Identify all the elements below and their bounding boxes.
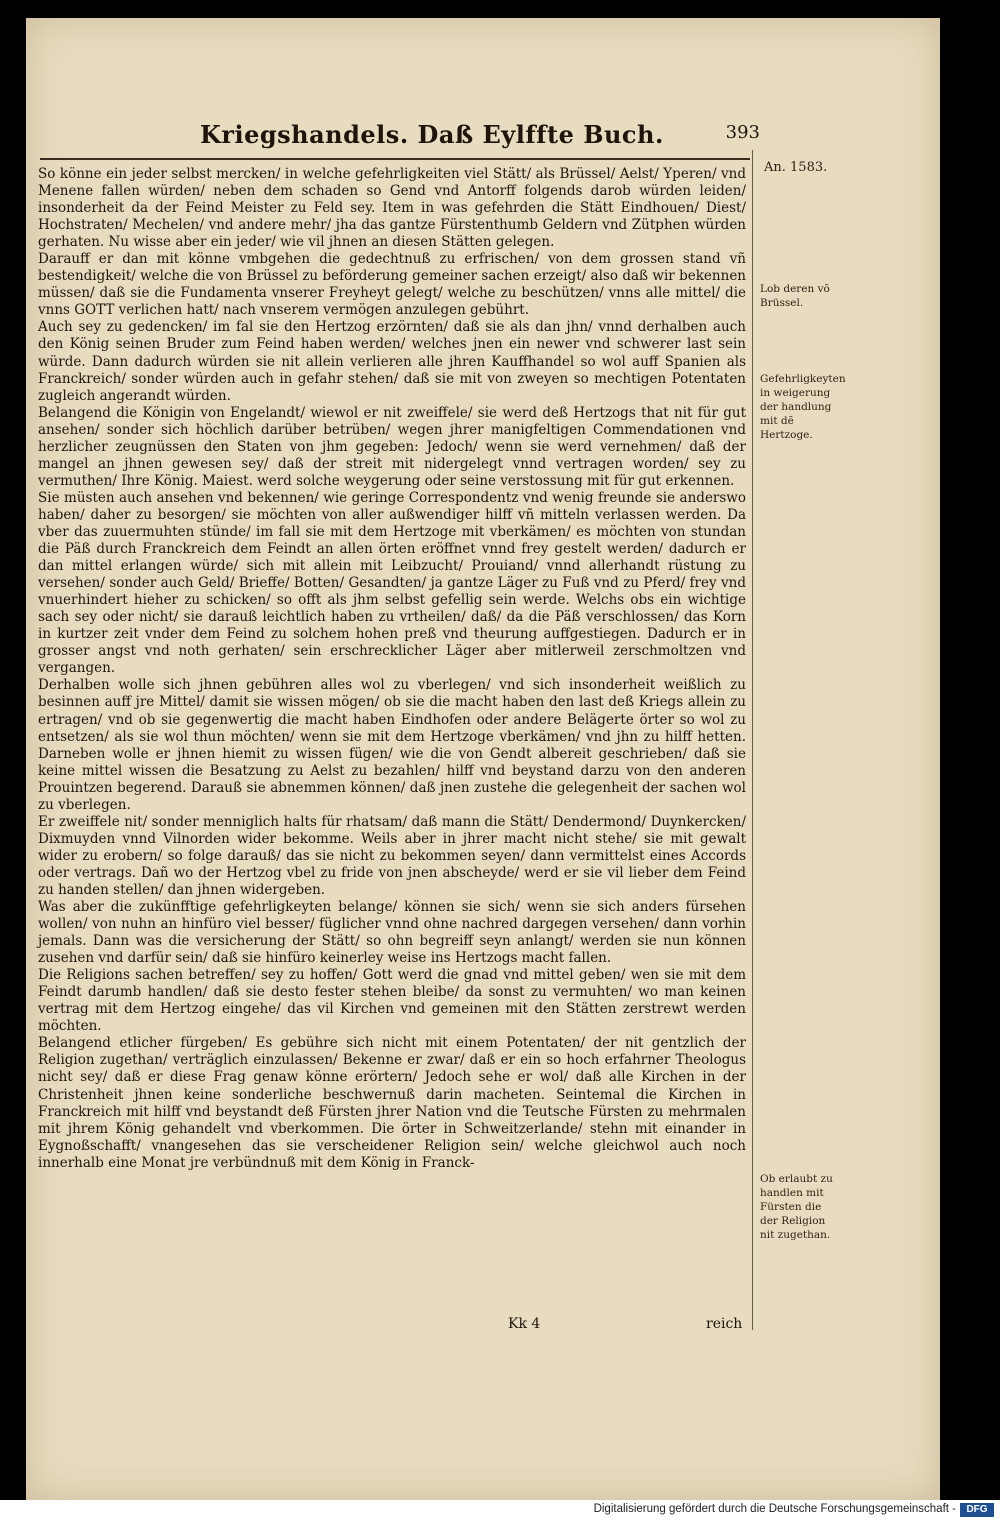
main-text [38,166,746,1172]
paragraph: Die Religions sachen betreffen/ sey zu hoffen/ Gott werd die gnad vnd mittel geben/ wen sie mit dem Feindt darumb handlen/ daß sie desto fester stehen bleibe/ da sonst zu vermuhten/ wo man keinen vertrag mit dem Hertzog eingehe/ das vil Kirchen vnd gemeinen mit den Stätten zerstrewt werden möchten. [38,967,746,1035]
page-header [200,120,760,156]
marginal-note: Gefehrligkeyten in weigerung der handlung mit dẽ Hertzoge. [760,373,846,441]
paragraph: Was aber die zukünfftige gefehrligkeyten belange/ können sie sich/ wenn sie sich anders fürsehen wollen/ von nuhn an hinfüro viel besser/ füglicher vnnd ohne nachred dargegen versehen/ dann vorhin jemals. Dann was die versicherung der Stätt/ so ohn begreiff seyn anlangt/ werden sie nun können zusehen vnd darfür sein/ daß sie hinfüro keinerley weise ins Hertzogs macht fallen. [38,899,746,967]
marginal-note: Ob erlaubt zu handlen mit Fürsten die der Religion nit zugethan. [760,1173,833,1241]
footer-credit: Digitalisierung gefördert durch die Deutsche Forschungsgemeinschaft - [593,1503,956,1515]
paragraph: Auch sey zu gedencken/ im fal sie den Hertzog erzörnten/ daß sie als dan jhn/ vnnd derhalben auch den König seinen Bruder zum Feind haben werden/ welches jnen ein newer vnd schwerer last sein würde. Dann dadurch würden sie nit allein verlieren alle jhren Kauffhandel so wol auff Spanien als Franckreich/ sonder würden auch in gefahr stehen/ daß sie mit von zweyen so mechtigen Potentaten zugleich angerandt würden. [38,319,746,404]
margin-year: An. 1583. [764,160,828,175]
footer-bar [0,1500,1000,1521]
margin-rule [752,150,753,1330]
signature-mark: Kk 4 [508,1316,541,1332]
running-title: Kriegshandels. Daß Eylffte Buch. [200,120,664,149]
paragraph: Darauff er dan mit könne vmbgehen die gedechtnuß zu erfrischen/ von dem grossen stand vñ bestendigkeit/ welche die von Brüssel zu beförderung gemeiner sachen erzeigt/ also daß wir bekennen müssen/ daß sie die Fundamenta vnserer Freyheyt gelegt/ welche zu beschützen/ vnns alle mittel/ die vnns GOTT verlichen hatt/ nach vnserem vermögen anzulegen gebührt. [38,251,746,319]
catchword: reich [706,1316,743,1332]
paragraph: Belangend die Königin von Engelandt/ wiewol er nit zweiffele/ sie werd deß Hertzogs that nit für gut ansehen/ sonder sich höchlich darüber betrüben/ wegen jhrer manigfeltigen Commendationen vnd herzlicher zeugnüssen den Staten von jhm gegeben: Jedoch/ wenn sie werd vernehmen/ daß der mangel an jhnen gewesen sey/ daß der streit mit nidergelegt vnnd vertragen worden/ sey zu vermuthen/ Ihre König. Maiest. werd solche weygerung oder seine verstossung mit für gut erkennen. [38,404,746,489]
paragraph: Belangend etlicher fürgeben/ Es gebühre sich nicht mit einem Potentaten/ der nit gentzlich der Religion zugethan/ verträglich einzulassen/ Bekenne er zwar/ daß er ein so hoch erfahrner Theologus nicht sey/ daß er diese Frag genaw könne erörtern/ Jedoch sehe er wol/ daß alle Kirchen in der Christenheit jhnen keine sonderliche beschwernuß darin macheten. Seintemal die Kirchen in Franckreich mit hilff vnd beystandt deß Fürsten jhrer Nation vnd die Teutsche Fürsten zu mehrmalen mit jhrem König gehandelt vnd vberkommen. Die örter in Schweitzerlande/ stehn mit einander in Eygnoßschafft/ vnangesehen das sie verscheidener Religion sein/ welche gleichwol auch noch innerhalb eine Monat jre verbündnuß mit dem König in Franck- [38,1035,746,1171]
paragraph: Derhalben wolle sich jhnen gebühren alles wol zu vberlegen/ vnd sich insonderheit weißlich zu besinnen auff jre Mittel/ damit sie wissen mögen/ ob sie die macht haben den last deß Kriegs allein zu ertragen/ vnd ob sie gegenwertig die macht haben Eindhofen oder andere Belägerte örter so wol zu entsetzen/ als sie wol thun möchten/ wenn sie mit dem Hertzoge vberkämen/ vnd jhn zu hilff hetten. Darneben wolle er jhnen hiemit zu wissen fügen/ wie die von Gendt albereit geschrieben/ daß sie keine mittel wissen die Besatzung zu Aelst zu bezahlen/ hilff vnd beystand darzu von den anderen Prouintzen begerend. Darauß sie abnemmen können/ daß jnen zustehe die gelegenheit der sachen wol zu vberlegen. [38,677,746,813]
paragraph: So könne ein jeder selbst mercken/ in welche gefehrligkeiten viel Stätt/ als Brüssel/ Aelst/ Yperen/ vnd Menene fallen würden/ neben dem schaden so Gend vnd Antorff folgends darob würden leiden/ insonderheit da der Feind Meister zu Feld sey. Item in was gefehrden die Stätt Eindhouen/ Diest/ Hochstraten/ Mechelen/ vnd andere mehr/ jha das gantze Fürstenthumb Geldern vnd Zütphen würden gerhaten. Nu wisse aber ein jeder/ wie vil jhnen an diesen Stätten gelegen. [38,166,746,251]
dfg-logo: DFG [960,1503,994,1517]
paragraph: Er zweiffele nit/ sonder menniglich halts für rhatsam/ daß mann die Stätt/ Dendermond/ Duynkercken/ Dixmuyden vnnd Vilnorden wider bekomme. Weils aber in jhrer macht nicht stehe/ sie mit gewalt wider zu erobern/ so folge darauß/ das sie nicht zu bekommen seyen/ dann vermittelst eines Accords oder vertrags. Dañ wo der Hertzog vbel zu fride von jnen abscheyde/ werd er sie vil lieber dem Feind zu handen stellen/ dan jhnen widergeben. [38,813,746,898]
marginal-note: Lob deren võ Brüssel. [760,283,830,309]
header-rule [40,158,750,160]
paragraph: Sie müsten auch ansehen vnd bekennen/ wie geringe Correspondentz vnd wenig freunde sie anderswo haben/ daher zu besorgen/ sie möchten von aller außwendiger hilff vñ mitteln verlassen werden. Da vber das zuuermuhten stünde/ im fall sie mit dem Hertzoge mit vberkämen/ es möchten von stundan die Päß durch Franckreich dem Feindt an allen örten eröffnet vnnd frey gestelt werden/ dadurch er dan mittel erlangen würde/ sich mit allein mit Leibzucht/ Prouiand/ vnnd allerhandt rüstung zu versehen/ sonder auch Geld/ Brieffe/ Botten/ Gesandten/ ja gantze Läger zu Fuß vnd zu Pferd/ frey vnd vnuerhindert hieher zu schicken/ so offt als jhm selbst gefellig sein werde. Welchs obs ein wichtige sach sey oder nicht/ sie darauß leichtlich haben zu vrtheilen/ daß/ da die Päß verschlossen/ das Korn in kurtzer zeit vnder dem Feind zu solchem hohen preß vnd theurung auffgestiegen. Dadurch er in grosser angst vnd noth gerhaten/ sein erschrecklicher Läger aber mitlerweil zerschmoltzen vnd vergangen. [38,489,746,677]
page-number: 393 [725,122,760,143]
